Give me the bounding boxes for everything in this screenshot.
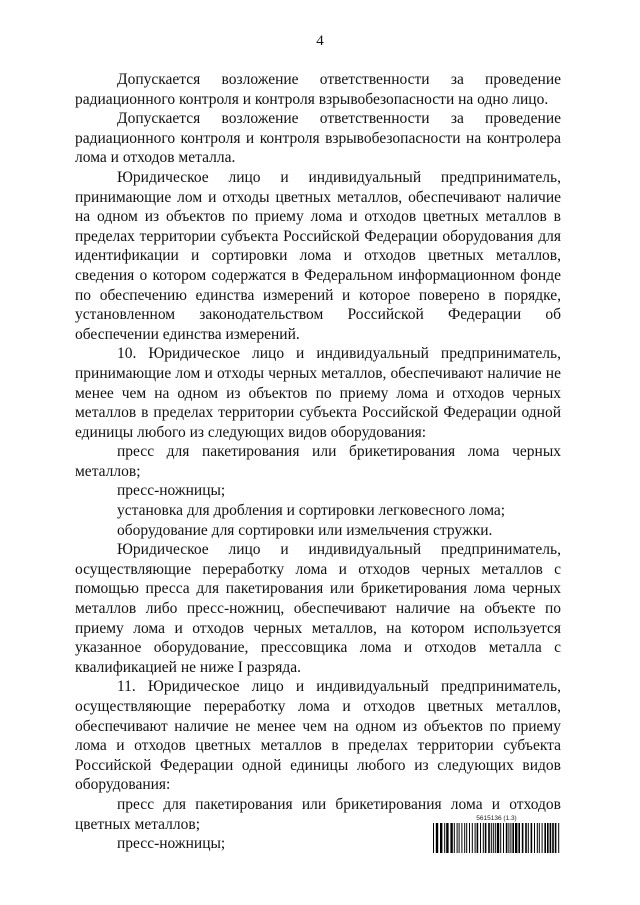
barcode-bar — [555, 823, 557, 853]
barcode-bar — [440, 823, 442, 853]
barcode-bar — [537, 823, 538, 853]
barcode-bar — [515, 823, 517, 853]
barcode-bar — [446, 823, 448, 853]
list-item: пресс-ножницы; — [117, 482, 226, 500]
barcode-bar — [480, 823, 481, 853]
barcode-bar — [500, 823, 501, 853]
barcode-bar — [552, 823, 554, 853]
barcode-bar — [469, 823, 470, 853]
list-item: пресс для пакетирования или брикетирования лома черных металлов; — [75, 443, 561, 480]
barcode-bar — [518, 823, 520, 853]
list-item: установка для дробления и сортировки легковесного лома; — [117, 502, 506, 520]
paragraph-item-11: 11. Юридическое лицо и индивидуальный предприниматель, осуществляющие переработку лома и отходов цветных металлов, обеспечивают наличие не менее чем на одном из объектов по приему лома и отходов цветных металлов в пределах территории субъекта Российской Федерации одной единицы любого из следующих видов оборудования: — [75, 678, 561, 794]
page-number: 4 — [316, 33, 324, 49]
barcode-code: 5615136 (1.3) — [476, 815, 517, 822]
barcode-bar — [450, 823, 452, 853]
barcode-bar — [491, 823, 492, 853]
barcode-bar — [522, 823, 524, 853]
paragraph: Допускается возложение ответственности за проведение радиационного контроля и контроля взрывобезопасности на одно лицо. — [75, 71, 561, 108]
barcode-bar — [510, 823, 511, 853]
barcode-bar — [558, 823, 559, 853]
paragraph: Юридическое лицо и индивидуальный предприниматель, принимающие лом и отходы цветных металлов, обеспечивают наличие на одном из объектов по приему лома и отходов цветных металлов в пределах территории субъекта Российской Федерации оборудования для идентификации и сортировки лома и отходов цветных металлов, сведения о котором содержатся в Федеральном информационном фонде по обеспечению единства измерений и которое поверено в порядке, установленном законодательством Российской Федерации об обеспечении единства измерений. — [75, 168, 561, 343]
barcode-bar — [444, 823, 445, 853]
barcode-bar — [488, 823, 490, 853]
barcode-bar — [539, 823, 540, 853]
barcode-bar — [547, 823, 549, 853]
barcode-bar — [503, 823, 504, 853]
barcode-bar — [508, 823, 509, 853]
barcode-image — [433, 823, 560, 853]
barcode-bar — [475, 823, 476, 853]
list-item: оборудование для сортировки или измельчения стружки. — [117, 521, 493, 539]
document-body — [75, 70, 561, 854]
list-item: пресс для пакетирования или брикетирования лома и отходов цветных металлов; — [75, 795, 561, 833]
barcode-bar — [542, 823, 543, 853]
barcode-bar — [461, 823, 462, 853]
barcode-bar — [436, 823, 438, 853]
barcode-bar — [459, 823, 460, 853]
barcode-bar — [544, 823, 546, 853]
barcode-bar — [495, 823, 496, 853]
barcode-bar — [457, 823, 458, 853]
barcode-bar — [483, 823, 484, 853]
barcode-bar — [534, 823, 535, 853]
paragraph: Допускается возложение ответственности за проведение радиационного контроля и контроля взрывобезопасности на контролера лома и отходов металла. — [75, 110, 561, 167]
barcode-bar — [506, 823, 508, 853]
barcode-bar — [464, 823, 465, 853]
paragraph-item-10: 10. Юридическое лицо и индивидуальный предприниматель, принимающие лом и отходы черных металлов, обеспечивают наличие не менее чем на одном из объектов по приему лома и отходов черных металлов в пределах территории субъекта Российской Федерации одной единицы любого из следующих видов оборудования: — [75, 345, 561, 441]
barcode-bar — [472, 823, 473, 853]
barcode-bar — [550, 823, 552, 853]
barcode-bar — [454, 823, 455, 853]
barcode-bar — [525, 823, 527, 853]
paragraph: Юридическое лицо и индивидуальный предприниматель, осуществляющие переработку лома и отходов черных металлов с помощью пресса для пакетирования или брикетирования лома черных металлов либо пресс-ножниц, обеспечивают наличие на объекте по приему лома и отходов черных металлов, на котором используется указанное оборудование, прессовщика лома и отходов металла с квалификацией не ниже I разряда. — [75, 541, 561, 676]
barcode-bar — [531, 823, 533, 853]
barcode-bar — [528, 823, 529, 853]
barcode-bar — [477, 823, 479, 853]
list-item: пресс-ножницы; — [117, 835, 226, 853]
barcode-bar — [493, 823, 494, 853]
barcode-bar — [433, 823, 434, 853]
barcode-bar — [497, 823, 499, 853]
barcode-bar — [512, 823, 514, 853]
barcode-block — [433, 815, 560, 853]
barcode-bar — [485, 823, 487, 853]
barcode-bar — [466, 823, 467, 853]
